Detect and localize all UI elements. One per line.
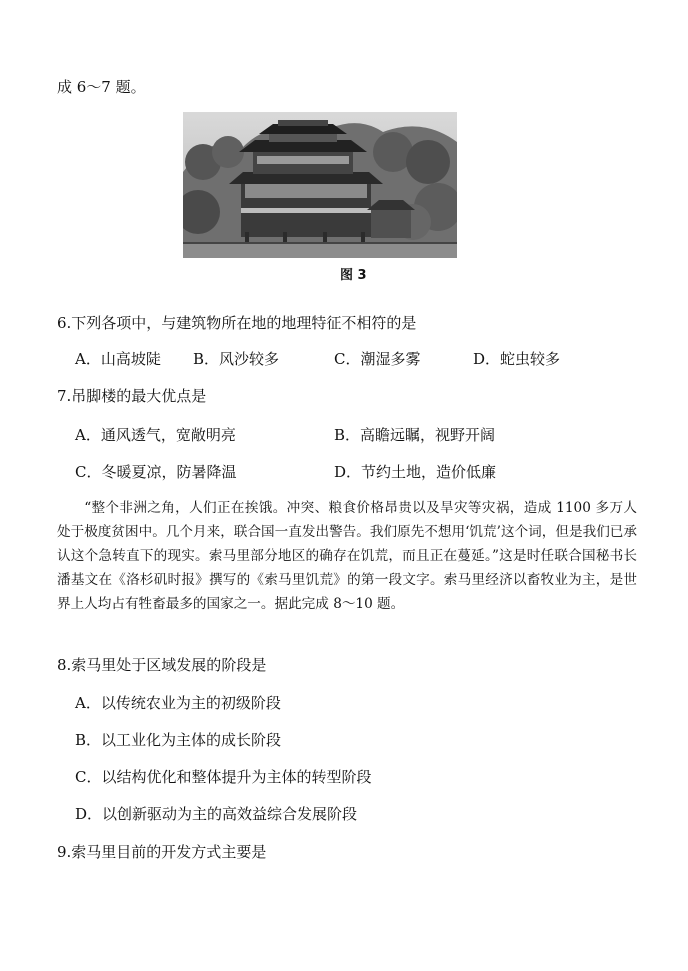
q6-stem: 6.下列各项中，与建筑物所在地的地理特征不相符的是: [57, 314, 417, 332]
q8-option-c: C．以结构优化和整体提升为主体的转型阶段: [75, 768, 372, 786]
q9-stem: 9.索马里目前的开发方式主要是: [57, 843, 267, 861]
q7-stem: 7.吊脚楼的最大优点是: [57, 387, 207, 405]
somalia-passage: [57, 496, 637, 616]
q6-option-b: B．风沙较多: [193, 350, 280, 368]
q6-option-d: D．蛇虫较多: [473, 350, 561, 368]
stilt-house-photo: [183, 112, 457, 258]
q8-option-b: B．以工业化为主体的成长阶段: [75, 731, 282, 749]
q7-option-d: D．节约土地，造价低廉: [334, 463, 497, 481]
q7-option-b: B．高瞻远瞩，视野开阔: [334, 426, 496, 444]
q8-option-a: A．以传统农业为主的初级阶段: [75, 694, 281, 712]
q7-option-c: C．冬暖夏凉，防暑降温: [75, 463, 237, 481]
passage-text: “整个非洲之角，人们正在挨饿。冲突、粮食价格昂贵以及旱灾等灾祸，造成 1100 多万人处于极度贫困中。几个月来，联合国一直发出警告。我们原先不想用‘饥荒’这个词，但是我们已承认这个急转直下的现实。索马里部分地区的确存在饥荒，而且正在蔓延。”这是时任联合国秘书长潘基文在《洛杉矶时报》撰写的《索马里饥荒》的第一段文字。索马里经济以畜牧业为主，是世界上人均占有牲畜最多的国家之一。据此完成 8～10 题。: [57, 500, 637, 612]
q6-option-a: A．山高坡陡: [75, 350, 161, 368]
q7-option-a: A．通风透气，宽敞明亮: [75, 426, 236, 444]
q8-stem: 8.索马里处于区域发展的阶段是: [57, 656, 267, 674]
q8-option-d: D．以创新驱动为主的高效益综合发展阶段: [75, 805, 358, 823]
q6-option-c: C．潮湿多雾: [334, 350, 421, 368]
figure-caption: 图 3: [340, 268, 367, 283]
intro-text: 成 6～7 题。: [57, 78, 146, 96]
